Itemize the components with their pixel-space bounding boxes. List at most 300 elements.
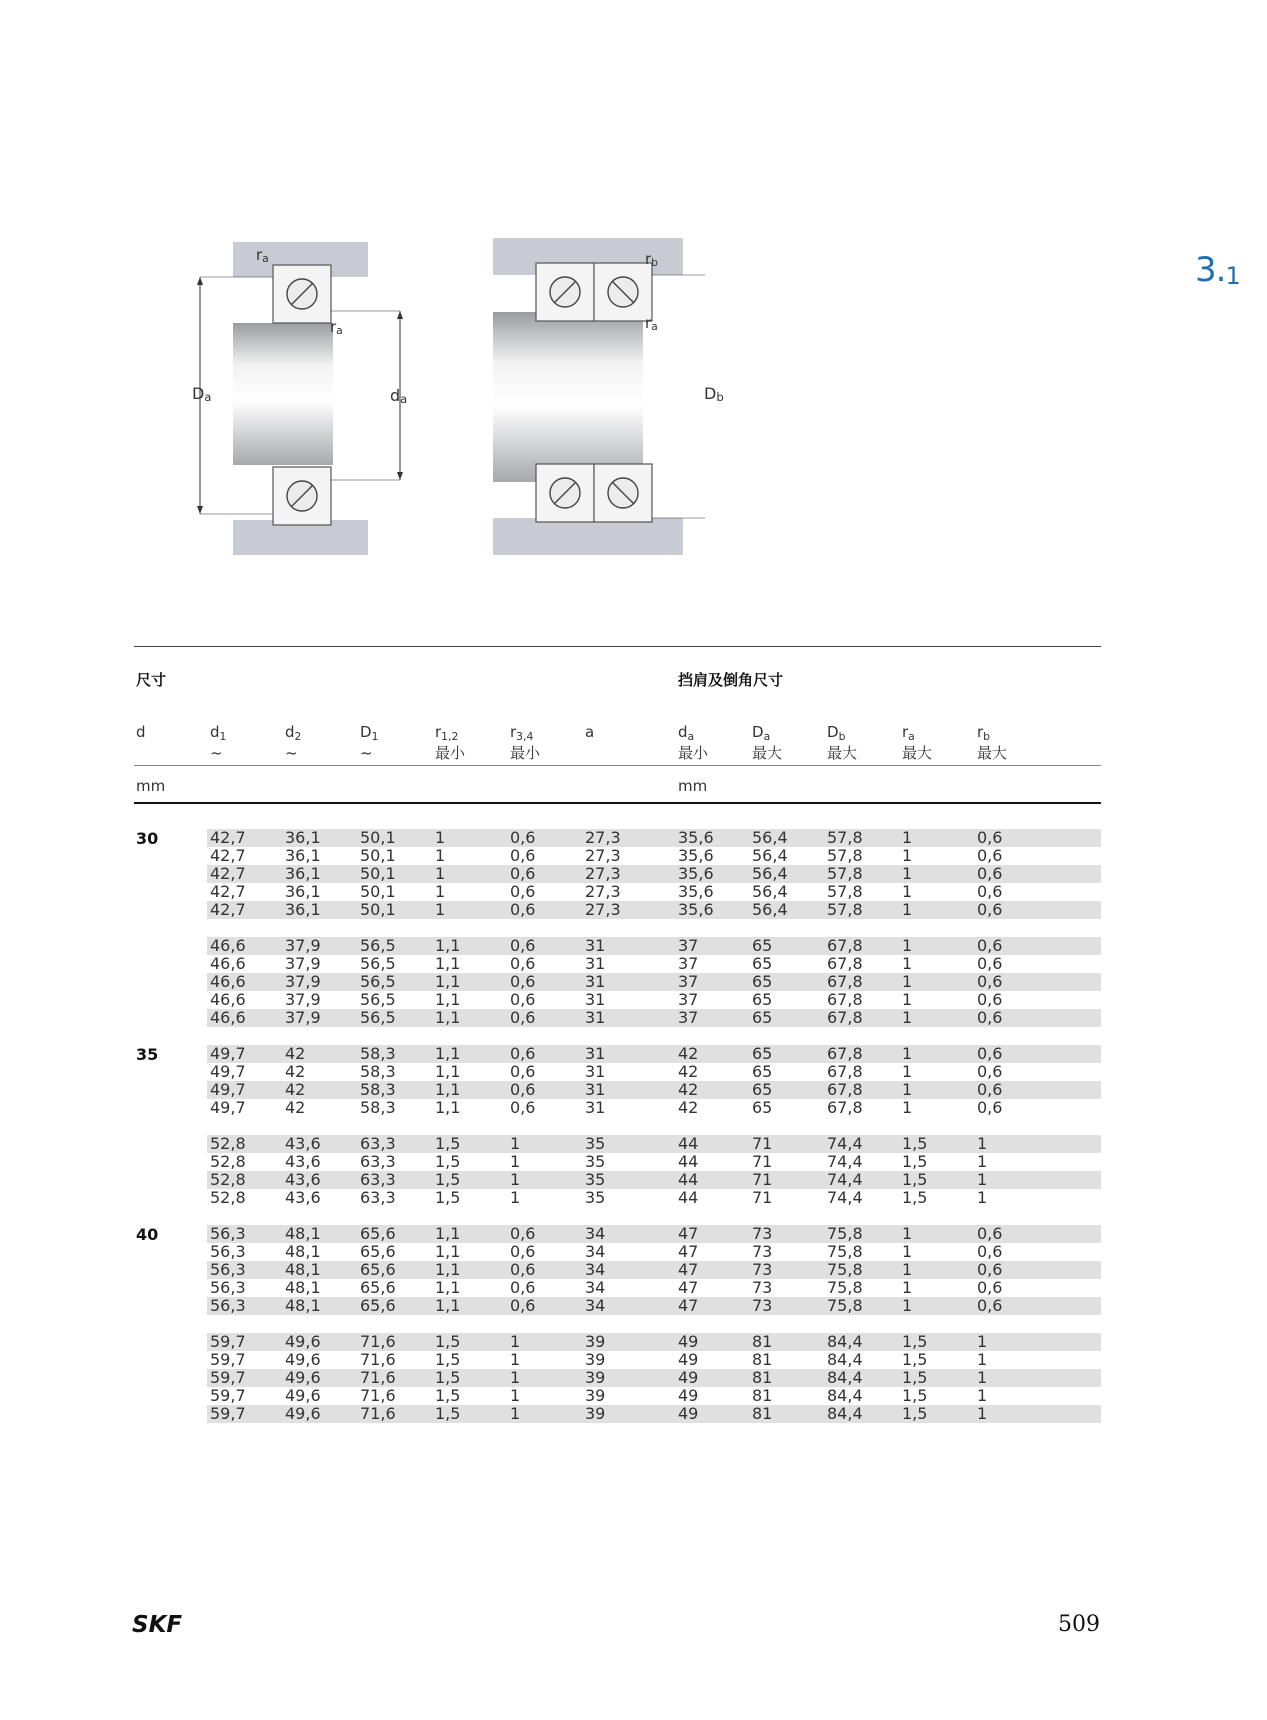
cell-r12: 1,1 (435, 936, 461, 955)
cell-d2: 43,6 (285, 1170, 321, 1189)
cell-rb: 1 (977, 1152, 988, 1171)
cell-D1: 65,6 (360, 1296, 396, 1315)
cell-ra: 1 (902, 1242, 913, 1261)
col-header-Db: $D_b$ 最大 (827, 723, 858, 762)
skf-logo (132, 1612, 214, 1636)
cell-a: 39 (585, 1404, 606, 1423)
bore-diameter: 35 (136, 1045, 159, 1064)
cell-d2: 42 (285, 1080, 306, 1099)
cell-rb: 1 (977, 1332, 988, 1351)
cell-a: 31 (585, 1098, 606, 1117)
cell-r12: 1,5 (435, 1152, 461, 1171)
cell-rb: 0,6 (977, 828, 1003, 847)
cell-ra: 1,5 (902, 1170, 928, 1189)
cell-D1: 50,1 (360, 846, 396, 865)
cell-a: 27,3 (585, 828, 621, 847)
cell-a: 39 (585, 1368, 606, 1387)
cell-r12: 1,5 (435, 1188, 461, 1207)
cell-D1: 58,3 (360, 1044, 396, 1063)
cell-r12: 1 (435, 864, 446, 883)
cell-d1: 42,7 (210, 900, 246, 919)
cell-da: 44 (678, 1188, 699, 1207)
cell-r34: 0,6 (510, 936, 536, 955)
table-row (0, 1297, 1267, 1315)
cell-d1: 49,7 (210, 1080, 246, 1099)
cell-Da: 81 (752, 1350, 773, 1369)
col-header-d: d (136, 723, 146, 741)
left-da-label: da (390, 386, 408, 406)
cell-D1: 71,6 (360, 1332, 396, 1351)
table-row (0, 1333, 1267, 1351)
cell-d1: 42,7 (210, 882, 246, 901)
cell-rb: 0,6 (977, 1044, 1003, 1063)
cell-rb: 1 (977, 1188, 988, 1207)
cell-rb: 0,6 (977, 936, 1003, 955)
cell-d1: 56,3 (210, 1242, 246, 1261)
cell-a: 27,3 (585, 900, 621, 919)
cell-ra: 1 (902, 1080, 913, 1099)
cell-Db: 84,4 (827, 1368, 863, 1387)
page-number: 509 (1058, 1612, 1100, 1637)
cell-Da: 71 (752, 1170, 773, 1189)
cell-r34: 0,6 (510, 1098, 536, 1117)
cell-r34: 0,6 (510, 1296, 536, 1315)
cell-a: 31 (585, 936, 606, 955)
cell-Da: 56,4 (752, 846, 788, 865)
cell-r34: 0,6 (510, 954, 536, 973)
cell-d1: 59,7 (210, 1368, 246, 1387)
col-header-da: $d_a$ 最小 (678, 723, 709, 762)
cell-da: 49 (678, 1368, 699, 1387)
cell-rb: 0,6 (977, 1008, 1003, 1027)
cell-a: 39 (585, 1332, 606, 1351)
cell-da: 42 (678, 1098, 699, 1117)
cell-D1: 71,6 (360, 1386, 396, 1405)
bore-diameter: 30 (136, 829, 159, 848)
cell-a: 35 (585, 1170, 606, 1189)
cell-rb: 0,6 (977, 972, 1003, 991)
cell-D1: 65,6 (360, 1260, 396, 1279)
cell-Da: 56,4 (752, 882, 788, 901)
table-top-rule (134, 646, 1101, 647)
cell-Da: 71 (752, 1152, 773, 1171)
cell-d2: 36,1 (285, 828, 321, 847)
cell-da: 37 (678, 1008, 699, 1027)
cell-r12: 1 (435, 828, 446, 847)
cell-da: 35,6 (678, 828, 714, 847)
table-row (0, 1243, 1267, 1261)
cell-rb: 0,6 (977, 1296, 1003, 1315)
cell-Db: 75,8 (827, 1260, 863, 1279)
cell-ra: 1 (902, 1008, 913, 1027)
cell-Db: 57,8 (827, 864, 863, 883)
cell-a: 35 (585, 1152, 606, 1171)
col-header-a: a (585, 723, 595, 741)
table-row (0, 901, 1267, 919)
cell-r12: 1,5 (435, 1386, 461, 1405)
cell-r34: 1 (510, 1134, 521, 1153)
cell-ra: 1 (902, 1278, 913, 1297)
cell-Da: 65 (752, 1080, 773, 1099)
cell-Da: 65 (752, 954, 773, 973)
cell-d2: 37,9 (285, 936, 321, 955)
cell-d2: 42 (285, 1062, 306, 1081)
table-row (0, 1045, 1267, 1063)
cell-d1: 42,7 (210, 864, 246, 883)
cell-a: 35 (585, 1134, 606, 1153)
cell-r12: 1,5 (435, 1350, 461, 1369)
cell-r34: 0,6 (510, 900, 536, 919)
cell-r12: 1,1 (435, 972, 461, 991)
cell-Da: 81 (752, 1368, 773, 1387)
cell-ra: 1 (902, 846, 913, 865)
cell-ra: 1 (902, 882, 913, 901)
table-row (0, 1171, 1267, 1189)
cell-D1: 50,1 (360, 828, 396, 847)
cell-r34: 0,6 (510, 1224, 536, 1243)
table-row (0, 1081, 1267, 1099)
cell-Da: 71 (752, 1188, 773, 1207)
cell-Db: 67,8 (827, 1044, 863, 1063)
cell-D1: 65,6 (360, 1242, 396, 1261)
cell-rb: 0,6 (977, 1098, 1003, 1117)
group-heading-dimensions: 尺寸 (136, 671, 167, 689)
table-row (0, 865, 1267, 883)
cell-d2: 37,9 (285, 990, 321, 1009)
cell-D1: 63,3 (360, 1152, 396, 1171)
cell-D1: 50,1 (360, 900, 396, 919)
unit-left: mm (136, 777, 166, 795)
cell-d1: 42,7 (210, 846, 246, 865)
cell-r12: 1,1 (435, 1062, 461, 1081)
cell-d2: 48,1 (285, 1296, 321, 1315)
cell-D1: 56,5 (360, 990, 396, 1009)
cell-d2: 37,9 (285, 972, 321, 991)
svg-text:SKF: SKF (132, 1612, 183, 1636)
cell-d2: 36,1 (285, 846, 321, 865)
section-badge: 3.1 (1195, 250, 1240, 290)
cell-rb: 0,6 (977, 1080, 1003, 1099)
cell-D1: 63,3 (360, 1188, 396, 1207)
cell-D1: 58,3 (360, 1080, 396, 1099)
cell-r34: 0,6 (510, 828, 536, 847)
cell-D1: 56,5 (360, 954, 396, 973)
cell-r12: 1,1 (435, 1278, 461, 1297)
cell-r12: 1,1 (435, 1224, 461, 1243)
cell-rb: 0,6 (977, 1062, 1003, 1081)
cell-ra: 1,5 (902, 1134, 928, 1153)
cell-D1: 63,3 (360, 1134, 396, 1153)
cell-ra: 1 (902, 990, 913, 1009)
cell-r12: 1 (435, 846, 446, 865)
cell-da: 44 (678, 1152, 699, 1171)
cell-Da: 73 (752, 1278, 773, 1297)
cell-r34: 0,6 (510, 1062, 536, 1081)
cell-r34: 0,6 (510, 1242, 536, 1261)
cell-d2: 48,1 (285, 1278, 321, 1297)
cell-ra: 1,5 (902, 1350, 928, 1369)
table-row (0, 1405, 1267, 1423)
cell-ra: 1,5 (902, 1386, 928, 1405)
cell-da: 37 (678, 990, 699, 1009)
table-header-rule (134, 765, 1101, 766)
cell-D1: 56,5 (360, 936, 396, 955)
cell-r12: 1,1 (435, 1260, 461, 1279)
cell-ra: 1,5 (902, 1404, 928, 1423)
col-header-ra: $r_a$ 最大 (902, 723, 933, 762)
cell-Db: 75,8 (827, 1278, 863, 1297)
cell-Db: 67,8 (827, 1062, 863, 1081)
cell-d1: 59,7 (210, 1386, 246, 1405)
cell-r34: 1 (510, 1404, 521, 1423)
cell-Da: 65 (752, 990, 773, 1009)
col-header-d1: $d_1$ ~ (210, 723, 227, 762)
cell-ra: 1 (902, 1098, 913, 1117)
cell-a: 31 (585, 1008, 606, 1027)
cell-a: 27,3 (585, 882, 621, 901)
cell-da: 49 (678, 1404, 699, 1423)
cell-d2: 49,6 (285, 1350, 321, 1369)
table-row (0, 829, 1267, 847)
cell-rb: 0,6 (977, 1278, 1003, 1297)
table-row (0, 1189, 1267, 1207)
cell-ra: 1 (902, 1260, 913, 1279)
cell-d1: 49,7 (210, 1062, 246, 1081)
table-row (0, 1063, 1267, 1081)
table-row (0, 973, 1267, 991)
cell-a: 34 (585, 1224, 606, 1243)
cell-r12: 1,5 (435, 1404, 461, 1423)
bearing-mounting-diagram (185, 230, 705, 560)
bore-diameter: 40 (136, 1225, 159, 1244)
cell-Da: 56,4 (752, 864, 788, 883)
cell-d1: 56,3 (210, 1224, 246, 1243)
cell-r12: 1,1 (435, 1098, 461, 1117)
cell-a: 27,3 (585, 846, 621, 865)
cell-d2: 49,6 (285, 1404, 321, 1423)
cell-d1: 46,6 (210, 936, 246, 955)
cell-Da: 73 (752, 1242, 773, 1261)
cell-d2: 48,1 (285, 1224, 321, 1243)
cell-r12: 1,1 (435, 990, 461, 1009)
cell-Db: 67,8 (827, 1098, 863, 1117)
cell-d1: 46,6 (210, 972, 246, 991)
cell-d1: 49,7 (210, 1044, 246, 1063)
left-Da-label: Da (192, 384, 212, 404)
cell-r34: 0,6 (510, 1008, 536, 1027)
cell-ra: 1 (902, 936, 913, 955)
cell-r34: 1 (510, 1332, 521, 1351)
cell-d1: 46,6 (210, 1008, 246, 1027)
cell-D1: 50,1 (360, 864, 396, 883)
cell-r34: 0,6 (510, 1044, 536, 1063)
table-row (0, 1351, 1267, 1369)
cell-r34: 1 (510, 1188, 521, 1207)
cell-D1: 58,3 (360, 1098, 396, 1117)
cell-r12: 1,5 (435, 1170, 461, 1189)
cell-r34: 0,6 (510, 1278, 536, 1297)
left-ra-top-label: ra (256, 246, 269, 265)
cell-r34: 0,6 (510, 846, 536, 865)
cell-D1: 71,6 (360, 1368, 396, 1387)
cell-r12: 1,1 (435, 1296, 461, 1315)
cell-d1: 59,7 (210, 1350, 246, 1369)
cell-Da: 81 (752, 1332, 773, 1351)
cell-Db: 75,8 (827, 1224, 863, 1243)
cell-a: 34 (585, 1260, 606, 1279)
table-row (0, 1387, 1267, 1405)
cell-Da: 73 (752, 1224, 773, 1243)
cell-rb: 0,6 (977, 882, 1003, 901)
cell-Da: 71 (752, 1134, 773, 1153)
table-row (0, 1153, 1267, 1171)
table-row (0, 1261, 1267, 1279)
cell-D1: 63,3 (360, 1170, 396, 1189)
cell-d1: 49,7 (210, 1098, 246, 1117)
col-header-r34: $r_{3,4}$ 最小 (510, 723, 541, 762)
cell-rb: 0,6 (977, 1260, 1003, 1279)
cell-da: 35,6 (678, 882, 714, 901)
cell-Da: 81 (752, 1404, 773, 1423)
cell-rb: 1 (977, 1170, 988, 1189)
cell-Da: 65 (752, 1008, 773, 1027)
cell-da: 47 (678, 1224, 699, 1243)
cell-ra: 1 (902, 1062, 913, 1081)
cell-D1: 71,6 (360, 1350, 396, 1369)
cell-ra: 1 (902, 828, 913, 847)
table-row (0, 1279, 1267, 1297)
table-row (0, 991, 1267, 1009)
cell-d1: 56,3 (210, 1260, 246, 1279)
cell-Db: 57,8 (827, 900, 863, 919)
cell-rb: 0,6 (977, 990, 1003, 1009)
cell-rb: 0,6 (977, 954, 1003, 973)
cell-d1: 46,6 (210, 990, 246, 1009)
cell-a: 34 (585, 1296, 606, 1315)
cell-D1: 71,6 (360, 1404, 396, 1423)
cell-rb: 1 (977, 1350, 988, 1369)
cell-Db: 67,8 (827, 990, 863, 1009)
cell-Da: 65 (752, 1062, 773, 1081)
cell-da: 47 (678, 1278, 699, 1297)
cell-Da: 65 (752, 972, 773, 991)
cell-D1: 65,6 (360, 1278, 396, 1297)
cell-ra: 1,5 (902, 1332, 928, 1351)
cell-Db: 84,4 (827, 1332, 863, 1351)
cell-d2: 49,6 (285, 1386, 321, 1405)
cell-d2: 43,6 (285, 1152, 321, 1171)
cell-Db: 75,8 (827, 1242, 863, 1261)
cell-a: 34 (585, 1242, 606, 1261)
right-Db-label: Db (704, 384, 724, 404)
cell-r12: 1 (435, 900, 446, 919)
cell-Db: 84,4 (827, 1404, 863, 1423)
left-arrangement-diagram (197, 242, 403, 555)
table-row (0, 937, 1267, 955)
cell-rb: 0,6 (977, 846, 1003, 865)
cell-a: 34 (585, 1278, 606, 1297)
cell-a: 31 (585, 1062, 606, 1081)
cell-r12: 1 (435, 882, 446, 901)
cell-da: 42 (678, 1080, 699, 1099)
col-header-r12: $r_{1,2}$ 最小 (435, 723, 466, 762)
cell-Db: 67,8 (827, 936, 863, 955)
cell-Db: 74,4 (827, 1170, 863, 1189)
cell-Db: 74,4 (827, 1134, 863, 1153)
cell-rb: 1 (977, 1134, 988, 1153)
cell-r12: 1,5 (435, 1332, 461, 1351)
table-unit-rule (134, 802, 1101, 804)
cell-da: 44 (678, 1170, 699, 1189)
cell-d1: 56,3 (210, 1278, 246, 1297)
cell-d2: 36,1 (285, 900, 321, 919)
cell-d1: 56,3 (210, 1296, 246, 1315)
cell-r12: 1,1 (435, 1080, 461, 1099)
cell-r12: 1,1 (435, 1008, 461, 1027)
cell-da: 42 (678, 1062, 699, 1081)
col-header-D1: $D_1$ ~ (360, 723, 379, 762)
cell-ra: 1 (902, 972, 913, 991)
cell-d1: 46,6 (210, 954, 246, 973)
cell-da: 35,6 (678, 900, 714, 919)
cell-da: 47 (678, 1296, 699, 1315)
cell-ra: 1 (902, 900, 913, 919)
cell-ra: 1,5 (902, 1368, 928, 1387)
cell-ra: 1,5 (902, 1188, 928, 1207)
cell-da: 42 (678, 1044, 699, 1063)
cell-d2: 42 (285, 1044, 306, 1063)
cell-d2: 48,1 (285, 1242, 321, 1261)
cell-a: 31 (585, 954, 606, 973)
table-row (0, 883, 1267, 901)
cell-r34: 0,6 (510, 864, 536, 883)
cell-rb: 1 (977, 1386, 988, 1405)
cell-d1: 42,7 (210, 828, 246, 847)
unit-right: mm (678, 777, 708, 795)
cell-d1: 52,8 (210, 1188, 246, 1207)
cell-a: 31 (585, 1080, 606, 1099)
cell-d1: 59,7 (210, 1332, 246, 1351)
cell-da: 37 (678, 954, 699, 973)
group-heading-abutment: 挡肩及倒角尺寸 (678, 671, 784, 689)
cell-d2: 43,6 (285, 1188, 321, 1207)
cell-D1: 65,6 (360, 1224, 396, 1243)
cell-Da: 81 (752, 1386, 773, 1405)
cell-da: 35,6 (678, 846, 714, 865)
cell-r34: 1 (510, 1368, 521, 1387)
right-arrangement-diagram (493, 238, 705, 555)
cell-rb: 0,6 (977, 864, 1003, 883)
cell-ra: 1 (902, 1044, 913, 1063)
cell-rb: 1 (977, 1404, 988, 1423)
col-header-rb: $r_b$ 最大 (977, 723, 1008, 762)
cell-a: 31 (585, 1044, 606, 1063)
cell-D1: 56,5 (360, 972, 396, 991)
cell-Da: 56,4 (752, 828, 788, 847)
cell-d2: 37,9 (285, 954, 321, 973)
cell-Db: 67,8 (827, 1080, 863, 1099)
cell-r12: 1,5 (435, 1134, 461, 1153)
table-row (0, 1099, 1267, 1117)
table-row (0, 1135, 1267, 1153)
cell-d2: 49,6 (285, 1368, 321, 1387)
cell-rb: 0,6 (977, 900, 1003, 919)
cell-D1: 58,3 (360, 1062, 396, 1081)
cell-d2: 37,9 (285, 1008, 321, 1027)
cell-a: 27,3 (585, 864, 621, 883)
table-row (0, 1009, 1267, 1027)
cell-D1: 50,1 (360, 882, 396, 901)
